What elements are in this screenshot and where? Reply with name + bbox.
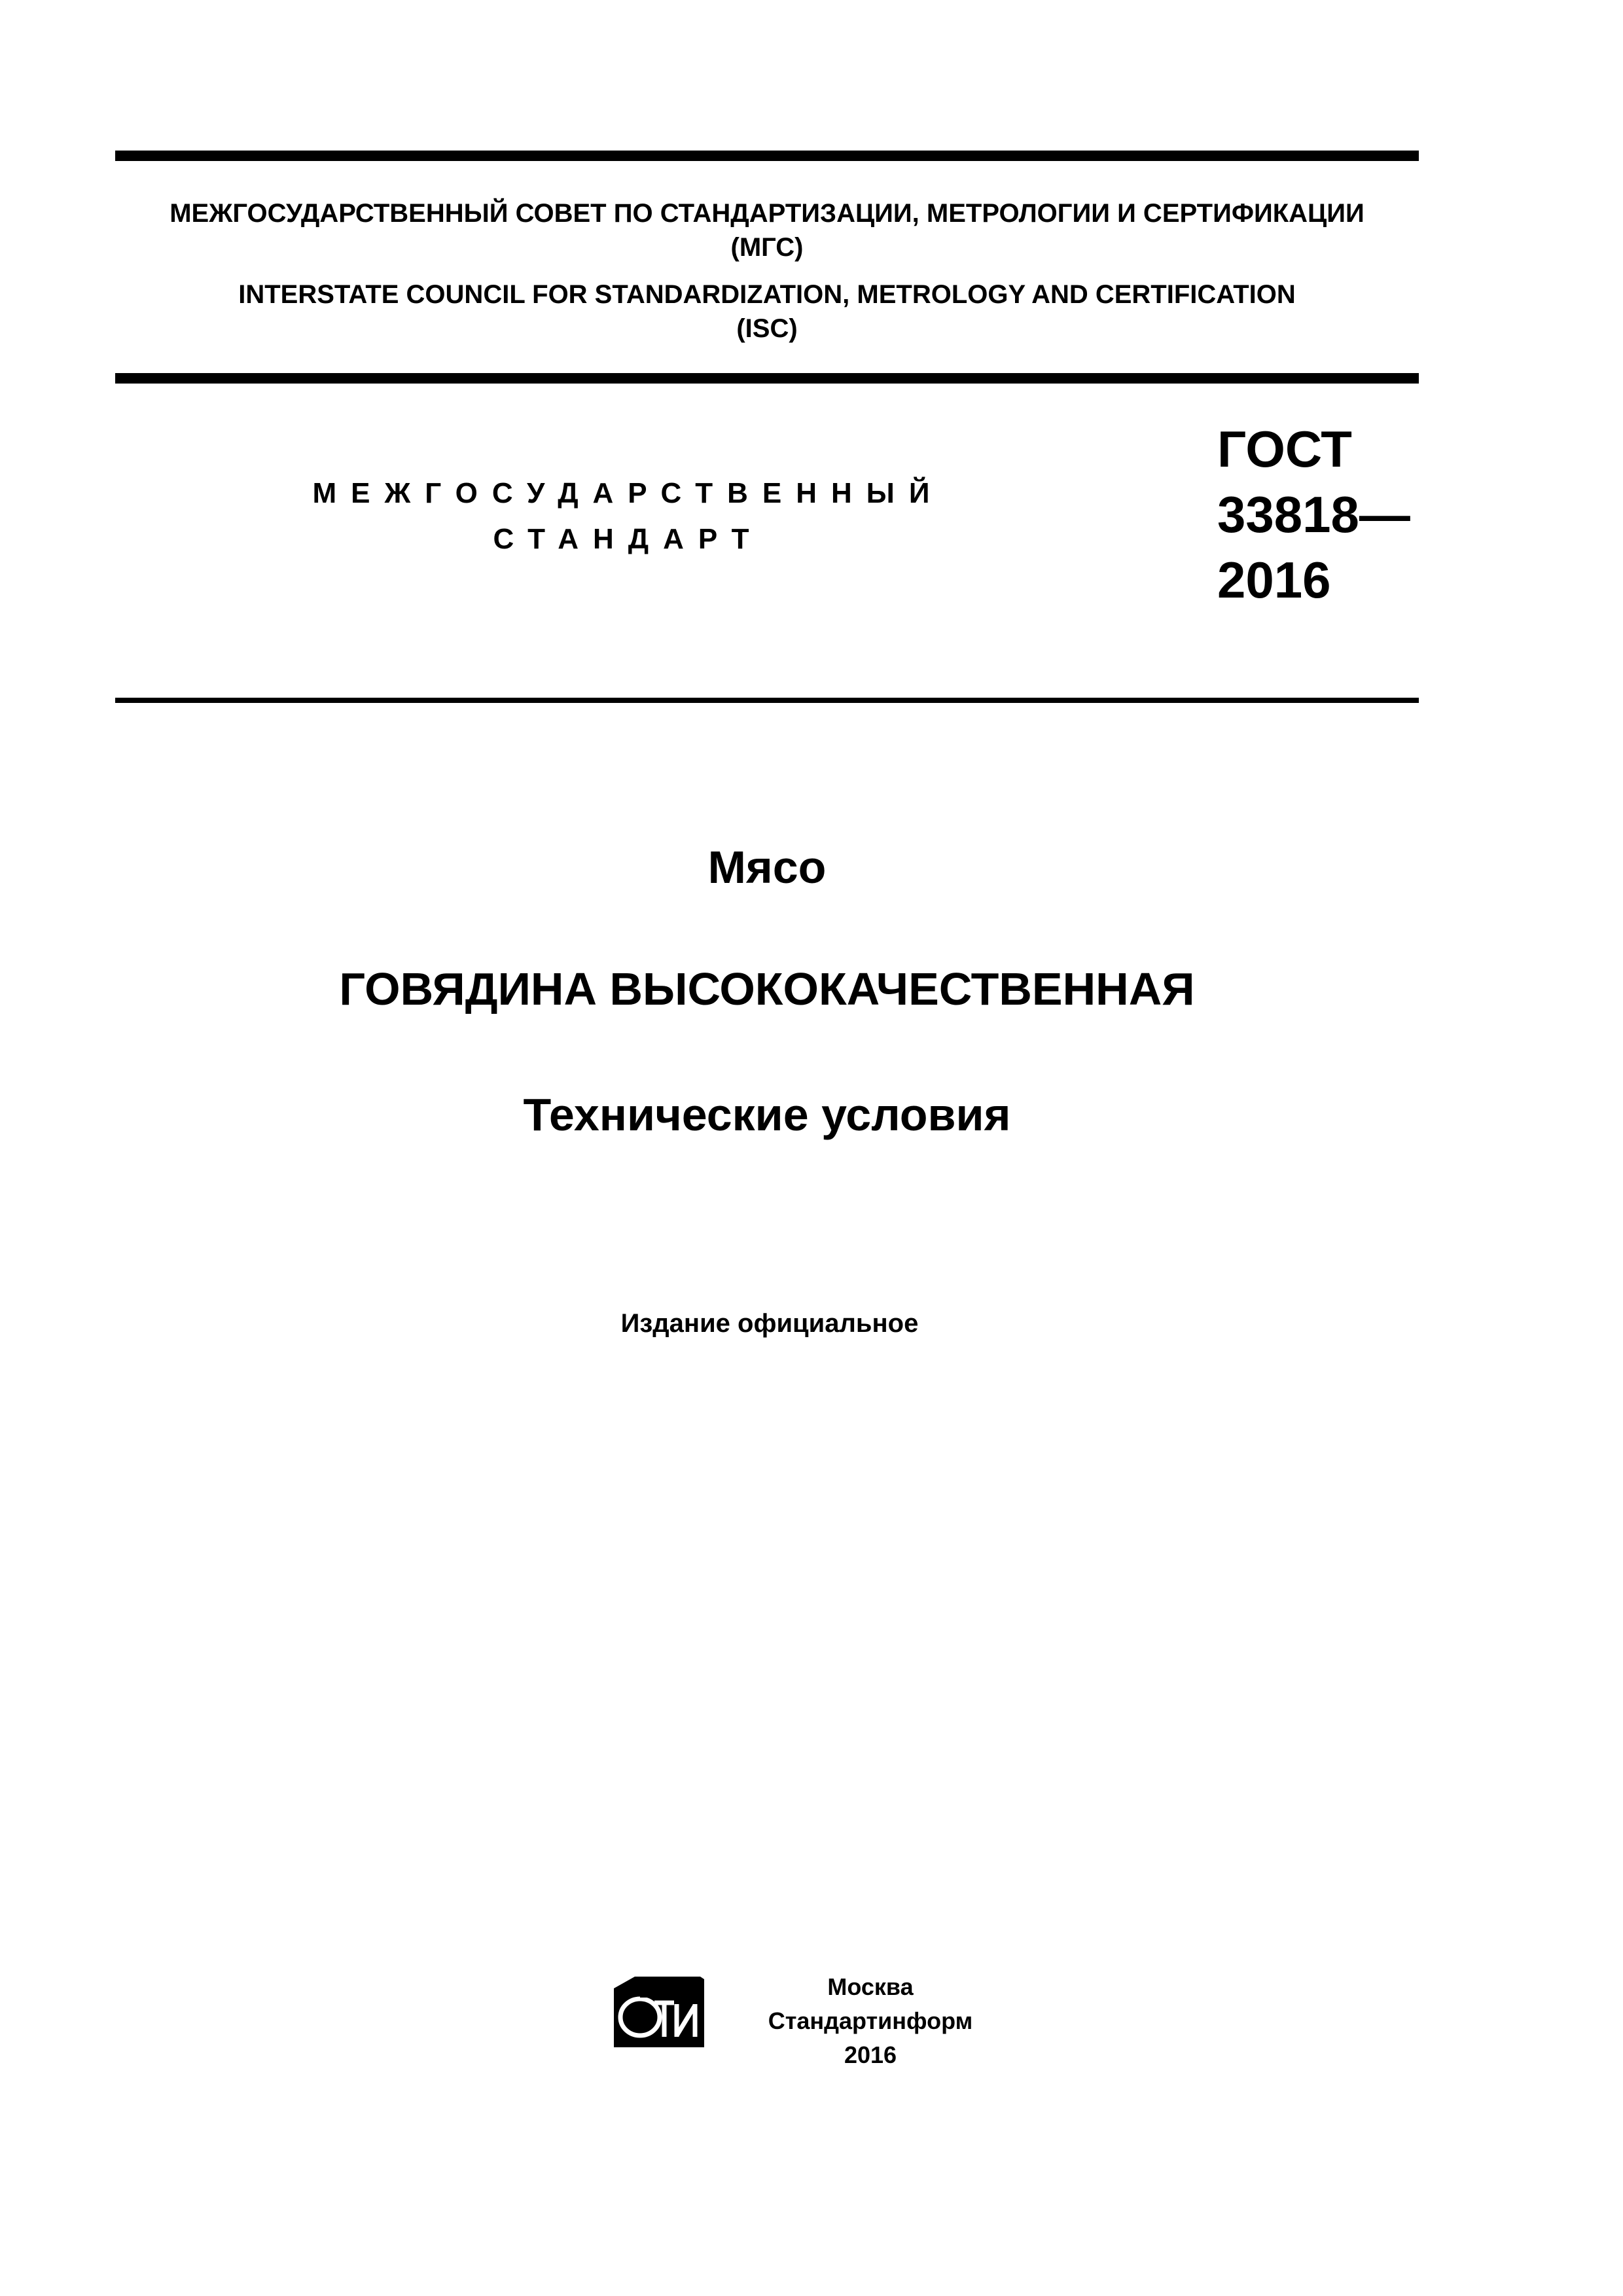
publisher-name: Стандартинформ (768, 2007, 973, 2034)
document-title-subject: Мясо (707, 842, 827, 893)
publisher-city: Москва (827, 1973, 914, 2000)
council-name-en: INTERSTATE COUNCIL FOR STANDARDIZATION, METROLOGY AND CERTIFICATION (238, 280, 1296, 309)
standard-kind-line2: СТАНДАРТ (493, 523, 764, 555)
council-name-ru: МЕЖГОСУДАРСТВЕННЫЙ СОВЕТ ПО СТАНДАРТИЗАЦИИ, МЕТРОЛОГИИ И СЕРТИФИКАЦИИ (169, 199, 1364, 228)
edition-note: Издание официальное (620, 1309, 919, 1338)
document-title-subtitle: Технические условия (523, 1089, 1011, 1140)
standard-designation-year: 2016 (1217, 551, 1331, 609)
top-divider (115, 151, 1419, 161)
standard-designation-number: 33818— (1217, 486, 1410, 543)
standartinform-logo-icon (609, 1974, 705, 2050)
council-abbr-en: (ISC) (736, 314, 798, 343)
standard-designation-prefix: ГОСТ (1217, 420, 1352, 478)
document-title-main: ГОВЯДИНА ВЫСОКОКАЧЕСТВЕННАЯ (339, 963, 1195, 1014)
middle-divider (115, 373, 1419, 384)
publication-year: 2016 (844, 2041, 897, 2068)
council-abbr-ru: (МГС) (730, 233, 804, 262)
lower-divider (115, 698, 1419, 703)
standard-kind-line1: МЕЖГОСУДАРСТВЕННЫЙ (312, 477, 944, 509)
